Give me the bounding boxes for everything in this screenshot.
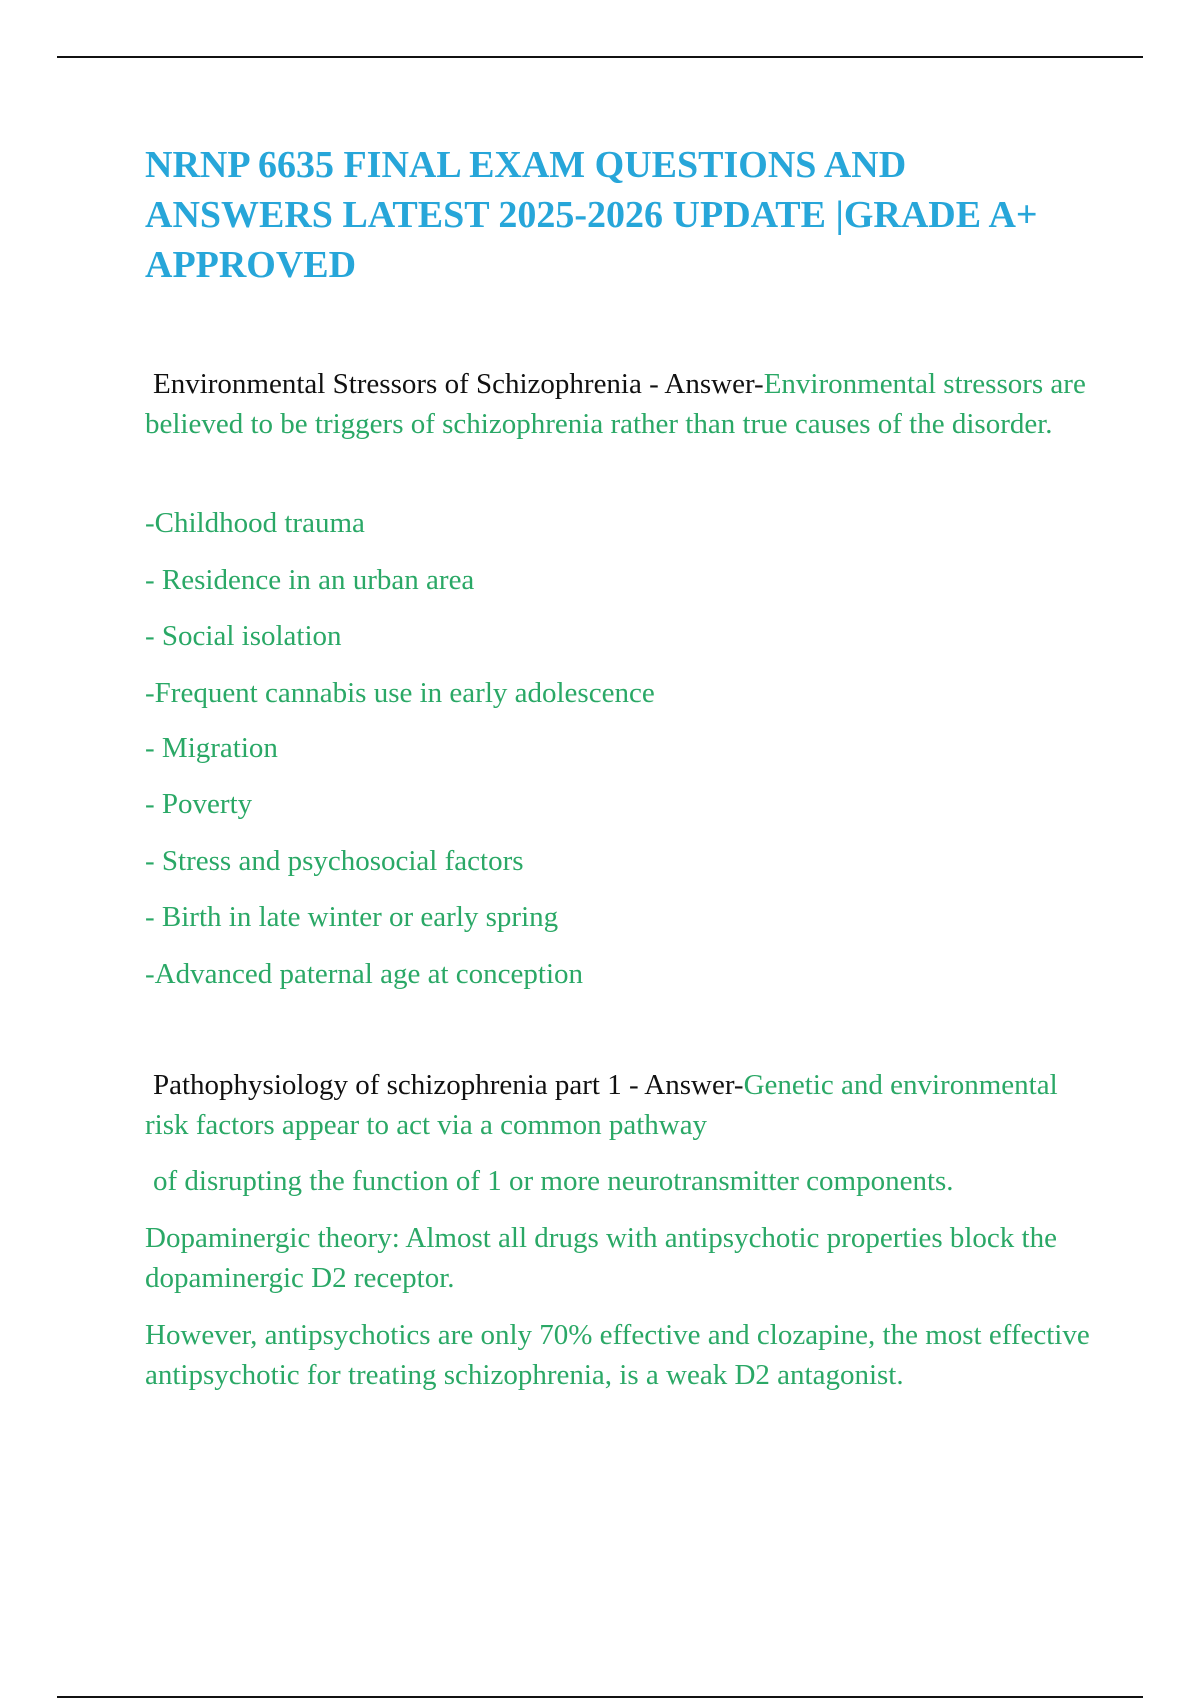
answer-intro: Environmental stressors are believed to be triggers of schizophrenia rather than true causes of the disorder. <box>145 368 1086 440</box>
answer-intro: Genetic and environmental risk factors appear to act via a common pathway <box>145 1069 1058 1141</box>
list-item: - Birth in late winter or early spring <box>145 901 559 933</box>
list-item: - Residence in an urban area <box>145 564 475 596</box>
list-item: -Childhood trauma <box>145 507 365 539</box>
bottom-rule <box>57 1696 1143 1698</box>
top-rule <box>57 56 1143 58</box>
question-block-environmental-stressors <box>145 364 1095 444</box>
question-label: Environmental Stressors of Schizophrenia - Answer- <box>153 368 764 400</box>
question-label: Pathophysiology of schizophrenia part 1 - Answer- <box>153 1069 744 1101</box>
list-item: -Advanced paternal age at conception <box>145 958 584 990</box>
list-item: - Poverty <box>145 788 253 820</box>
answer-paragraph: However, antipsychotics are only 70% effective and clozapine, the most effective antipsychotic for treating schizophrenia, is a weak D2 antagonist. <box>145 1319 1090 1391</box>
question-block-pathophysiology <box>145 1065 1095 1145</box>
list-item: - Migration <box>145 732 278 764</box>
document-title: NRNP 6635 FINAL EXAM QUESTIONS AND ANSWERS LATEST 2025-2026 UPDATE |GRADE A+ APPROVED <box>145 144 1038 286</box>
list-item: -Frequent cannabis use in early adolescence <box>145 677 655 709</box>
answer-paragraph: of disrupting the function of 1 or more neurotransmitter components. <box>153 1165 954 1197</box>
list-item: - Social isolation <box>145 620 342 652</box>
answer-paragraph: Dopaminergic theory: Almost all drugs with antipsychotic properties block the dopaminergic D2 receptor. <box>145 1222 1057 1294</box>
list-item: - Stress and psychosocial factors <box>145 845 524 877</box>
